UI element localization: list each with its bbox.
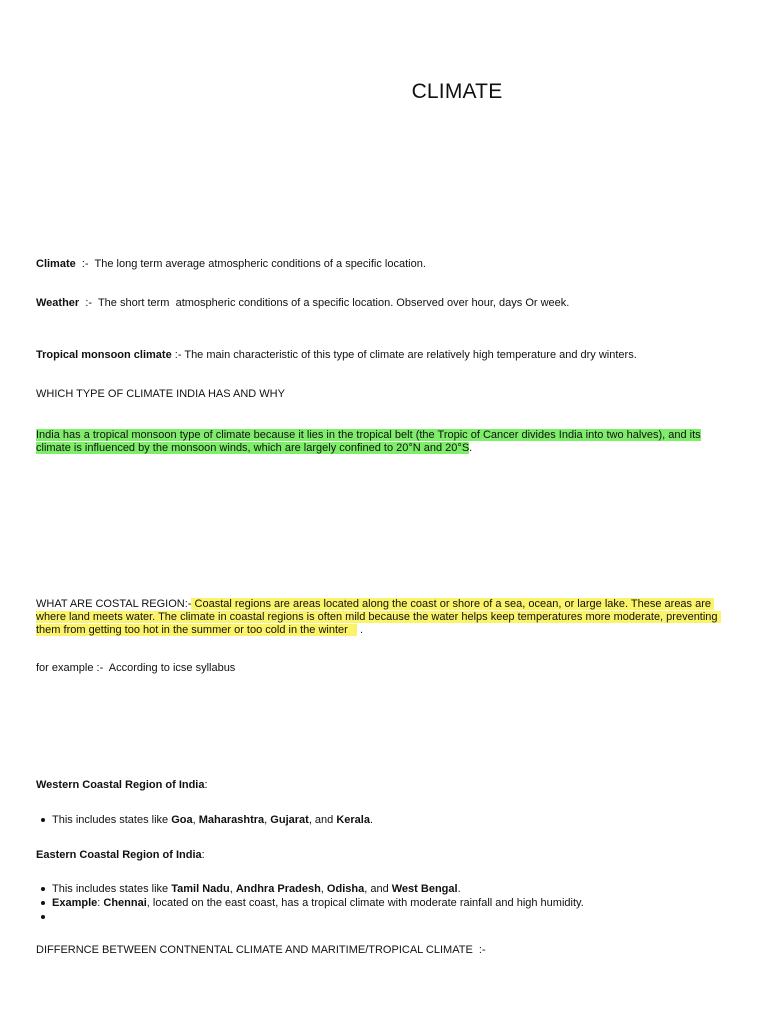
coastal-region-paragraph [36,598,728,637]
tropical-monsoon-separator: :- [171,349,185,361]
state-name: Maharashtra [198,814,265,826]
separator: , [229,883,236,895]
climate-term: Climate [36,258,76,270]
india-climate-answer-highlight: India has a tropical monsoon type of climate because it lies in the tropical belt (the Tropic of Cancer divides India into two halves), and its climate is influenced by the monsoon winds, which are largely confined to 20°N and 20°S [36,429,701,454]
separator: , and [308,814,337,826]
india-climate-answer [36,429,736,455]
state-name: Kerala [336,814,370,826]
coastal-region-label: WHAT ARE COSTAL REGION:- [36,598,192,610]
example-text: , located on the east coast, has a tropical climate with moderate rainfall and high humidity. [146,897,584,909]
bullet-prefix: This includes states like [52,883,172,895]
tropical-monsoon-definition-text: The main characteristic of this type of climate are relatively high temperature and dry winters. [184,349,637,361]
separator: , and [364,883,392,895]
state-name: Goa [171,814,193,826]
list-item [36,813,736,827]
western-coastal-heading-text: Western Coastal Region of India [36,779,205,791]
list-item [36,896,736,910]
tropical-monsoon-term: Tropical monsoon climate [36,349,172,361]
weather-definition-text: The short term atmospheric conditions of a specific location. Observed over hour, days Or week. [97,297,570,309]
tropical-monsoon-definition [36,349,736,362]
western-coastal-heading [36,779,736,792]
separator: , [320,883,327,895]
page-title: CLIMATE [411,80,503,103]
eastern-coastal-heading-text: Eastern Coastal Region of India [36,849,202,861]
climate-separator: :- [75,258,95,270]
example-colon: : [97,897,104,909]
state-name: Gujarat [270,814,309,826]
india-climate-answer-end: . [469,442,473,454]
eastern-coastal-heading-colon: : [201,849,205,861]
weather-definition [36,297,736,310]
bullet-prefix: This includes states like [52,814,172,826]
western-coastal-heading-colon: : [204,779,208,791]
coastal-region-highlight: Coastal regions are areas located along the coast or shore of a sea, ocean, or large lake. These areas are where land meets water. The climate in coastal regions is often mild because the water helps keep temperatures more moderate, preventing them from getting too hot in the summer or too cold in the winter [36,598,721,636]
western-states-list [36,813,736,827]
weather-separator: :- [79,297,98,309]
example-label: Example [52,897,98,909]
eastern-coastal-heading [36,849,736,862]
sentence-end: . [369,814,374,826]
difference-heading: DIFFERNCE BETWEEN CONTNENTAL CLIMATE AND MARITIME/TROPICAL CLIMATE :- [36,944,486,956]
separator: , [192,814,199,826]
list-item [36,910,736,924]
list-item [36,882,736,896]
eastern-states-list [36,882,736,924]
state-name: Tamil Nadu [171,883,230,895]
weather-term: Weather [36,297,80,309]
separator: , [264,814,271,826]
climate-definition [36,258,736,271]
india-climate-heading: WHICH TYPE OF CLIMATE INDIA HAS AND WHY [36,388,285,400]
example-city: Chennai [103,897,147,909]
example-line: for example :- According to icse syllabus [36,662,236,674]
state-name: West Bengal [391,883,458,895]
climate-definition-text: The long term average atmospheric conditions of a specific location. [94,258,426,270]
state-name: Andhra Pradesh [235,883,321,895]
state-name: Odisha [326,883,365,895]
coastal-region-end: . [357,624,364,636]
sentence-end: . [457,883,461,895]
